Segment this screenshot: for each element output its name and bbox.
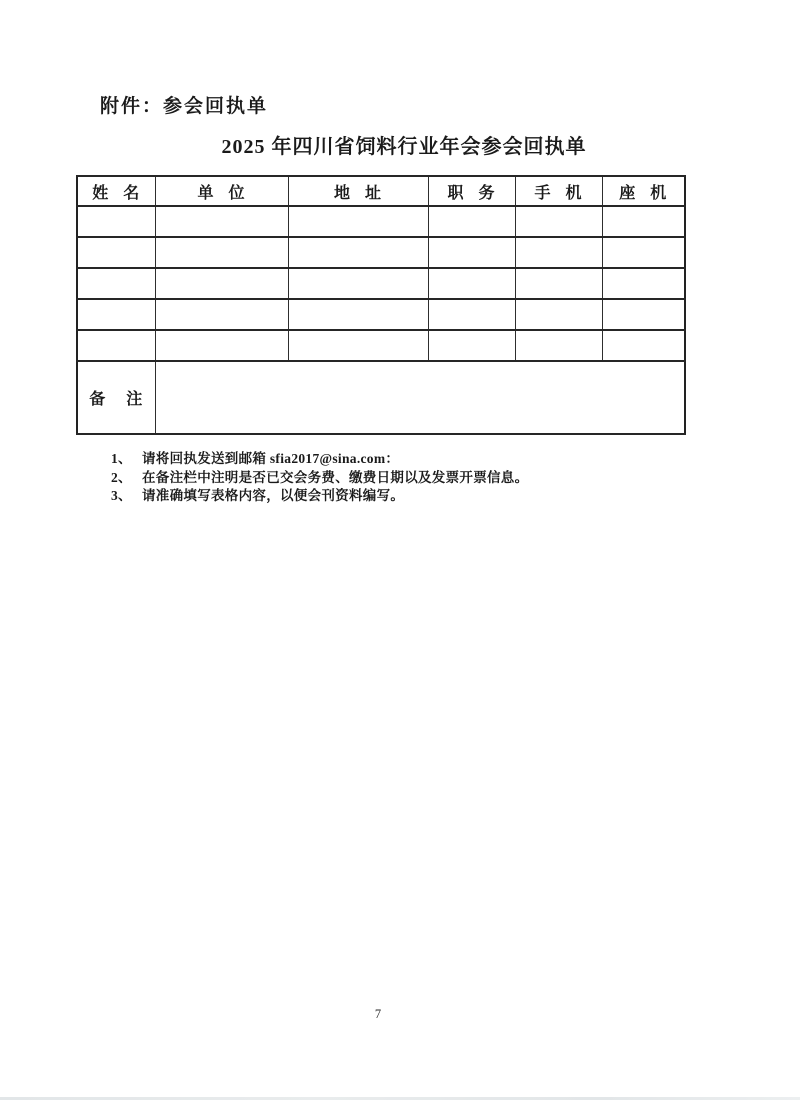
table-row [77, 299, 685, 330]
input-cell [288, 206, 428, 237]
note-item [111, 469, 528, 488]
input-cell [602, 237, 685, 268]
input-cell [77, 237, 155, 268]
input-cell [515, 330, 602, 361]
input-cell [288, 299, 428, 330]
remark-content-cell [155, 361, 685, 434]
input-cell [155, 237, 288, 268]
input-cell [515, 299, 602, 330]
notes-list [111, 450, 528, 506]
input-cell [602, 206, 685, 237]
input-cell [155, 206, 288, 237]
input-cell [515, 237, 602, 268]
table-header-mobile: 手 机 [515, 176, 602, 206]
input-cell [428, 330, 515, 361]
note-number: 3、 [111, 488, 132, 504]
table-header-phone: 座 机 [602, 176, 685, 206]
input-cell [155, 299, 288, 330]
input-cell [602, 299, 685, 330]
input-cell [77, 268, 155, 299]
table-row [77, 330, 685, 361]
table-header-address: 地 址 [288, 176, 428, 206]
input-cell [602, 268, 685, 299]
input-cell [77, 330, 155, 361]
input-cell [602, 330, 685, 361]
input-cell [288, 330, 428, 361]
remark-row [77, 361, 685, 434]
note-item [111, 487, 528, 506]
table-row [77, 237, 685, 268]
note-item [111, 450, 528, 469]
input-cell [515, 206, 602, 237]
table-row [77, 268, 685, 299]
attachment-heading: 附件：参会回执单 [100, 96, 269, 117]
input-cell [77, 299, 155, 330]
table-row [77, 206, 685, 237]
table-header-title: 职 务 [428, 176, 515, 206]
note-text: 在备注栏中注明是否已交会务费、缴费日期以及发票开票信息。 [142, 469, 529, 485]
input-cell [428, 268, 515, 299]
table-header-company: 单 位 [155, 176, 288, 206]
note-text: 请将回执发送到邮箱 sfia2017@sina.com： [142, 451, 400, 466]
input-cell [428, 206, 515, 237]
form-title: 2025 年四川省饲料行业年会参会回执单 [221, 136, 587, 158]
table-header-name: 姓 名 [77, 176, 155, 206]
remark-label-cell: 备 注 [77, 361, 155, 434]
input-cell [288, 268, 428, 299]
note-text: 请准确填写表格内容，以便会刊资料编写。 [142, 488, 405, 504]
input-cell [428, 299, 515, 330]
note-number: 2、 [111, 469, 132, 485]
note-number: 1、 [111, 451, 132, 466]
input-cell [155, 330, 288, 361]
input-cell [77, 206, 155, 237]
input-cell [155, 268, 288, 299]
table-header-row [77, 176, 685, 206]
reply-form-table [76, 175, 686, 435]
input-cell [288, 237, 428, 268]
input-cell [428, 237, 515, 268]
page-number: 7 [374, 1007, 382, 1021]
input-cell [515, 268, 602, 299]
